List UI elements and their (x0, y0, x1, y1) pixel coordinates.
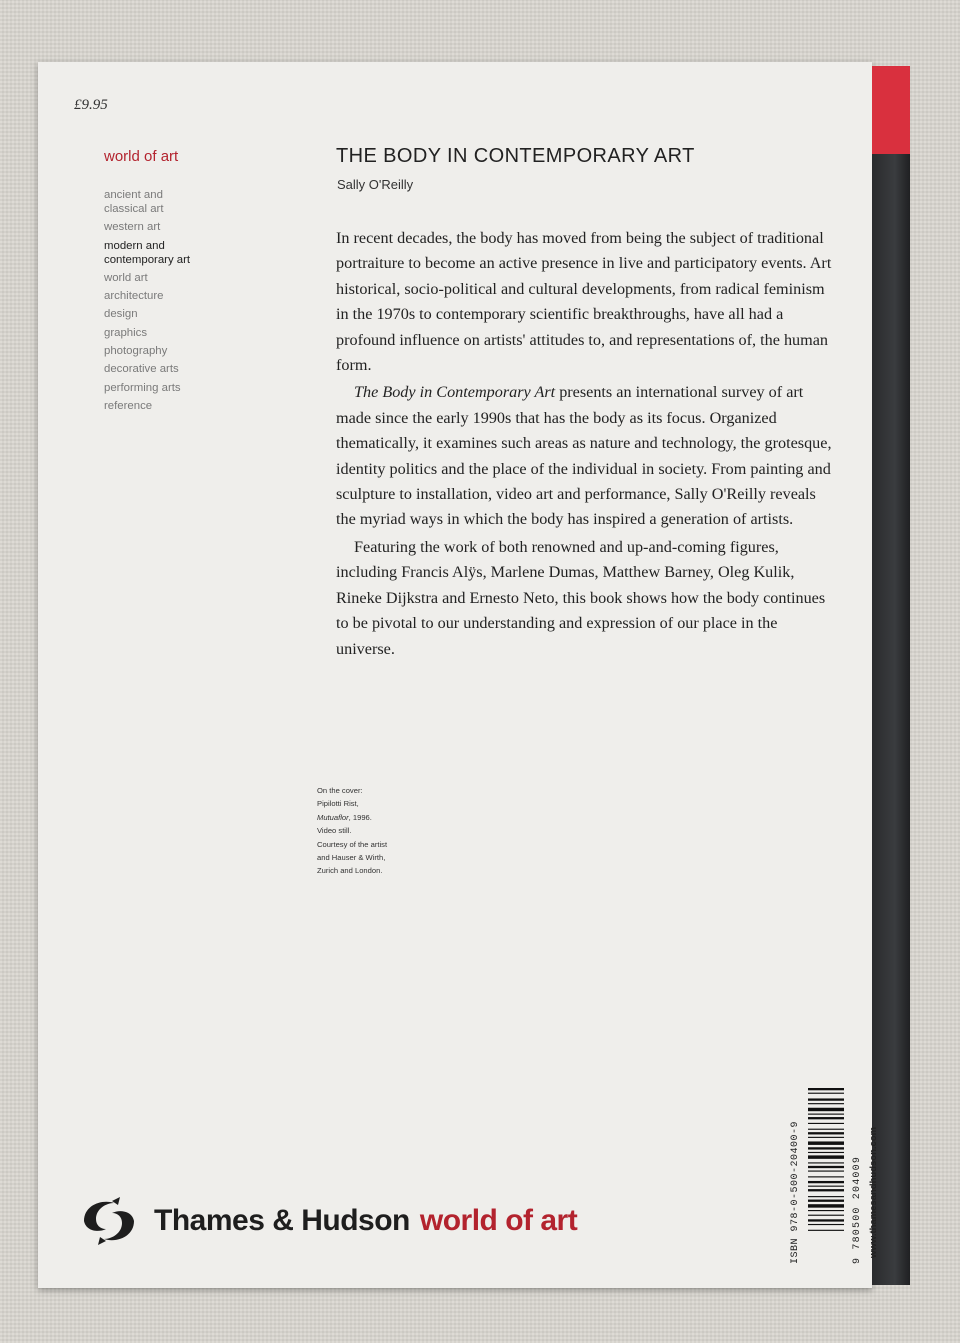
blurb-paragraph-2-text: presents an international survey of art made since the early 1990s that has the body as its focus. Organized thematically, it examines such areas as nature and technology, the grotesque, identity politics and the place of the individual in society. From painting and sculpture to installation, video art and performance, Sally O'Reilly reveals the myriad ways in which the body has inspired a generation of artists. (336, 383, 832, 529)
spine-dark-band (872, 154, 910, 1285)
spine-red-band (872, 66, 910, 154)
series-category-item: graphics (104, 326, 148, 339)
publisher-brand (76, 1196, 577, 1246)
series-category-list (104, 188, 254, 417)
series-category-item: modern and contemporary art (104, 239, 191, 266)
series-category-item: photography (104, 345, 168, 358)
cover-credit (317, 784, 457, 878)
series-category-item: ancient and classical art (104, 189, 164, 215)
blurb-paragraph-2 (336, 380, 836, 532)
book-title: THE BODY IN CONTEMPORARY ART (336, 145, 695, 167)
series-title: world of art (104, 148, 179, 165)
blurb-paragraph-1: In recent decades, the body has moved from being the subject of traditional portraiture to become an active presence in live and participatory events. Art historical, socio-political and cultural developments, from radical feminism in the 1970s to contemporary scientific breakthroughs, have all had a profound influence on artists' attitudes to, and representations of, the human form. (336, 229, 832, 375)
cover-credit-line: Courtesy of the artist (317, 839, 388, 849)
series-category-item: decorative arts (104, 363, 179, 376)
publisher-website: www.thamesandhudson.com (868, 1126, 879, 1258)
blurb-book-title: The Body in Contemporary Art (354, 383, 556, 402)
cover-credit-line: Video still. (317, 826, 352, 836)
series-category-item: architecture (104, 290, 164, 303)
cover-artwork-year: , 1996. (348, 812, 372, 822)
series-category-item: world art (104, 271, 148, 284)
ean-digits: 9 780500 204009 (852, 1155, 863, 1264)
cover-credit-line: On the cover: (317, 786, 363, 795)
series-category-item: western art (104, 221, 161, 234)
book-author: Sally O'Reilly (337, 177, 414, 192)
barcode-icon (806, 1086, 846, 1264)
cover-credit-line (317, 811, 457, 824)
two-dolphins-logo-icon (76, 1195, 142, 1247)
series-category-item: reference (104, 399, 153, 412)
cover-credit-line: Pipilotti Rist, (317, 799, 359, 809)
series-category-item: design (104, 308, 138, 321)
price-label: £9.95 (74, 97, 108, 113)
blurb-paragraph-3: Featuring the work of both renowned and up-and-coming figures, including Francis Alÿs, Marlene Dumas, Matthew Barney, Oleg Kulik, Rineke Dijkstra and Ernesto Neto, this book shows how the body continues to be pivotal to our understanding and expression of our place in the universe. (336, 537, 826, 658)
cover-credit-line: Zurich and London. (317, 866, 383, 876)
series-category-item: performing arts (104, 381, 181, 394)
cover-artwork-title: Mutuaflor (317, 812, 349, 822)
isbn-number: ISBN 978-0-500-20400-9 (790, 1120, 801, 1264)
cover-credit-line: and Hauser & Wirth, (317, 853, 386, 863)
publisher-name: Thames & Hudson (154, 1204, 410, 1237)
book-blurb (336, 226, 836, 662)
publisher-series: world of art (419, 1204, 578, 1237)
